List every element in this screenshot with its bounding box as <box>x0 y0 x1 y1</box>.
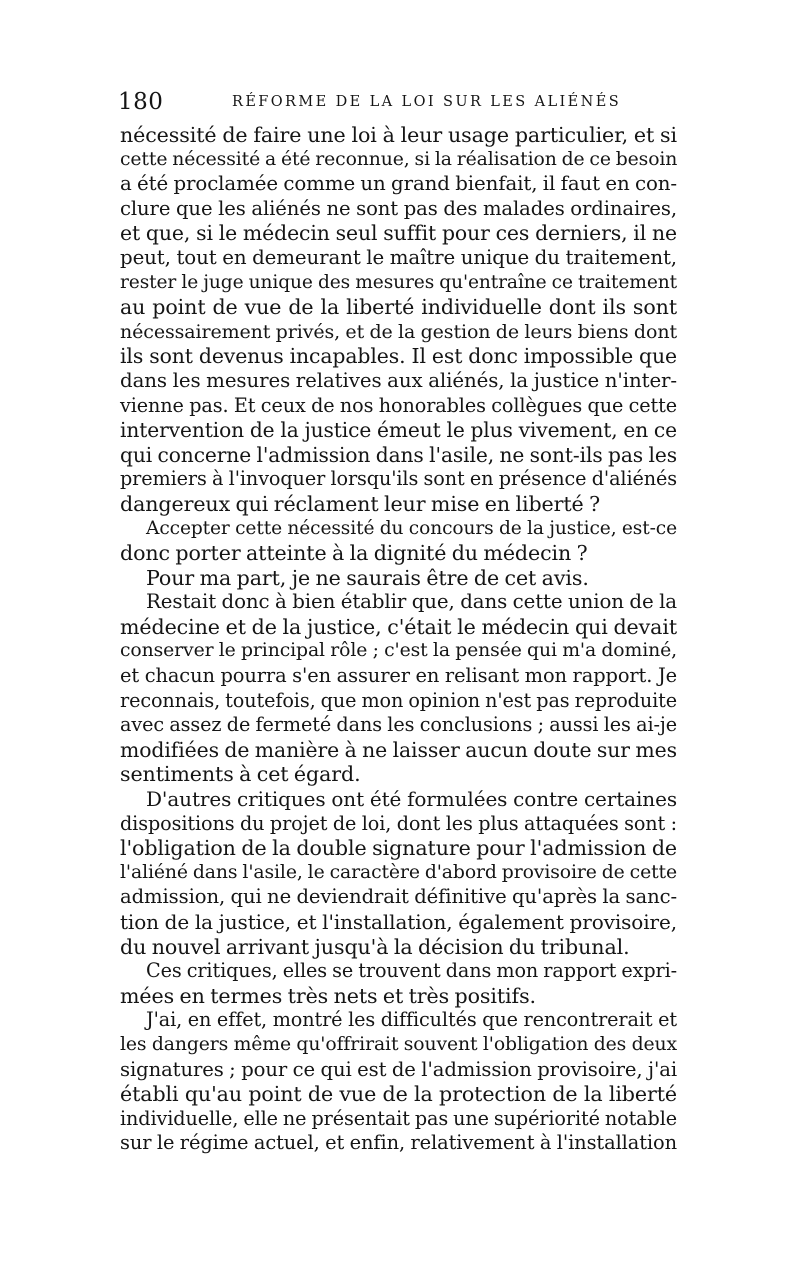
running-title: RÉFORME DE LA LOI SUR LES ALIÉNÉS <box>232 94 622 110</box>
text-line: premiers à l'invoquer lorsqu'ils sont en présence d'aliénés <box>120 467 677 491</box>
text-line: du nouvel arrivant jusqu'à la décision du tribunal. <box>120 934 630 959</box>
text-line: dangereux qui réclament leur mise en liberté ? <box>120 491 601 516</box>
text-line: individuelle, elle ne présentait pas une supériorité notable <box>120 1106 677 1130</box>
text-line: sentiments à cet égard. <box>120 762 361 787</box>
text-line: modifiées de manière à ne laisser aucun doute sur mes <box>120 737 677 762</box>
text-line: l'obligation de la double signature pour l'admission de <box>120 836 677 861</box>
text-line: mées en termes très nets et très positifs. <box>120 983 536 1008</box>
text-line: vienne pas. Et ceux de nos honorables collègues que cette <box>120 393 677 417</box>
text-line: dans les mesures relatives aux aliénés, la justice n'inter- <box>120 368 677 392</box>
text-line: clure que les aliénés ne sont pas des malades ordinaires, <box>120 196 677 220</box>
text-line: rester le juge unique des mesures qu'entraîne ce traitement <box>120 271 677 293</box>
text-line: au point de vue de la liberté individuelle dont ils sont <box>120 295 677 320</box>
text-line: conserver le principal rôle ; c'est la pensée qui m'a dominé, <box>120 640 677 662</box>
text-line: a été proclamée comme un grand bienfait, il faut en con- <box>120 172 677 196</box>
text-line: Pour ma part, je ne saurais être de cet avis. <box>146 565 589 590</box>
text-line: et que, si le médecin seul suffit pour ces derniers, il ne <box>120 221 677 246</box>
text-line: J'ai, en effet, montré les difficultés que rencontrerait et <box>146 1008 677 1032</box>
text-line: intervention de la justice émeut le plus vivement, en ce <box>120 418 677 443</box>
text-line: Accepter cette nécessité du concours de la justice, est-ce <box>146 517 677 539</box>
text-line: admission, qui ne deviendrait définitive qu'après la sanc- <box>120 885 677 909</box>
text-line: avec assez de fermeté dans les conclusions ; aussi les ai-je <box>120 713 677 737</box>
text-line: sur le régime actuel, et enfin, relativement à l'installation <box>120 1131 677 1155</box>
text-line: donc porter atteinte à la dignité du médecin ? <box>120 541 588 566</box>
text-line: dispositions du projet de loi, dont les plus attaquées sont : <box>120 811 677 835</box>
page-number: 180 <box>118 89 164 115</box>
body-text <box>120 123 677 1156</box>
text-line: cette nécessité a été reconnue, si la réalisation de ce besoin <box>120 148 678 170</box>
text-line: tion de la justice, et l'installation, également provisoire, <box>120 910 677 934</box>
running-head <box>118 88 680 116</box>
text-line: ils sont devenus incapables. Il est donc impossible que <box>120 344 677 369</box>
text-line: établi qu'au point de vue de la protection de la liberté <box>120 1082 677 1107</box>
text-line: nécessité de faire une loi à leur usage particulier, et si <box>120 123 677 147</box>
text-line: reconnais, toutefois, que mon opinion n'est pas reproduite <box>120 688 677 712</box>
text-line: peut, tout en demeurant le maître unique du traitement, <box>120 245 677 269</box>
text-line: l'aliéné dans l'asile, le caractère d'abord provisoire de cette <box>120 861 677 883</box>
text-line: médecine et de la justice, c'était le médecin qui devait <box>120 614 677 639</box>
text-line: qui concerne l'admission dans l'asile, ne sont-ils pas les <box>120 442 677 467</box>
text-line: Ces critiques, elles se trouvent dans mon rapport expri- <box>146 959 677 983</box>
text-line: D'autres critiques ont été formulées contre certaines <box>146 787 677 812</box>
text-line: signatures ; pour ce qui est de l'admission provisoire, j'ai <box>120 1057 677 1081</box>
text-line: et chacun pourra s'en assurer en relisant mon rapport. Je <box>120 664 677 688</box>
text-line: nécessairement privés, et de la gestion de leurs biens dont <box>120 320 677 343</box>
text-line: Restait donc à bien établir que, dans cette union de la <box>146 590 677 614</box>
text-line: les dangers même qu'offrirait souvent l'obligation des deux <box>120 1033 677 1055</box>
